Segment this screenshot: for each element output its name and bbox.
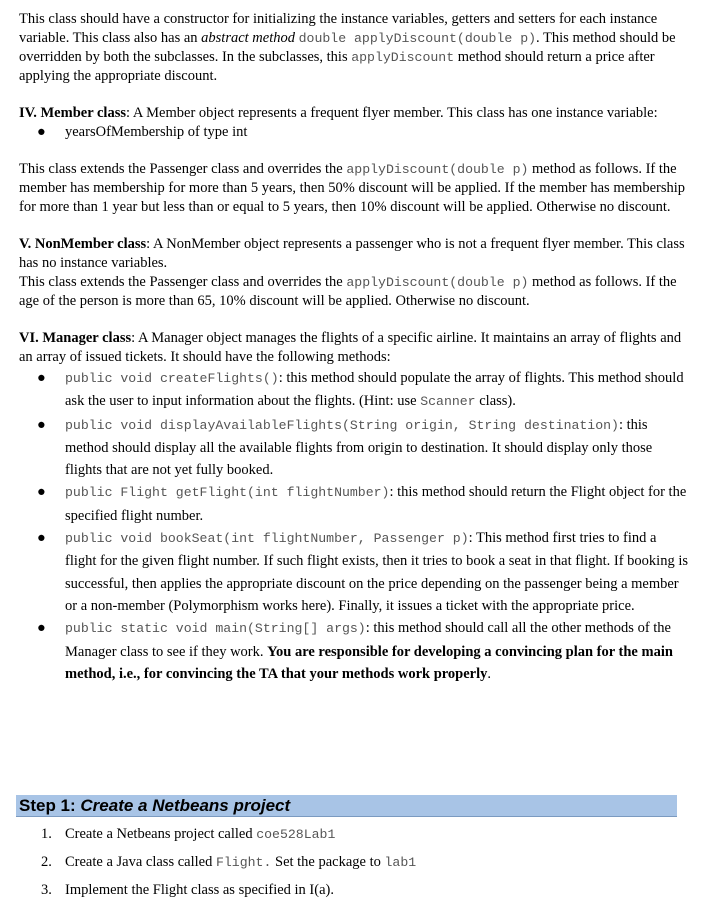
apply-discount-code: applyDiscount <box>351 50 455 65</box>
main-plan-emphasis: You are responsible for developing a convincing plan for the main method, i.e., for convincing the TA that your methods work properly <box>65 643 673 682</box>
intro-text-2: . This method should be overridden by both the subclasses. In the subclasses, this <box>19 30 676 65</box>
step1-heading-bar <box>16 795 677 817</box>
book-seat-signature: public void bookSeat(int flightNumber, Passenger p) <box>65 531 469 547</box>
create-flights-desc-end: class). <box>475 393 516 410</box>
nonmember-heading: V. NonMember class <box>19 236 147 252</box>
abstract-method-term: abstract method <box>201 30 295 46</box>
years-of-membership-item: yearsOfMembership of type int <box>65 124 248 140</box>
step-text: Create a Netbeans project called <box>65 826 257 842</box>
nonmember-discount-rules: method as follows. If the age of the person is more than 65, 10% discount will be applied. Otherwise no discount. <box>19 274 677 309</box>
main-desc: : this method should call all the other methods of the Manager class to see if they work. <box>65 620 671 660</box>
bullet-icon: ● <box>37 530 46 547</box>
nonmember-section <box>19 235 689 273</box>
step1-label: Step 1: <box>19 796 81 815</box>
list-item <box>19 527 689 617</box>
member-heading: IV. Member class <box>19 105 126 121</box>
list-item <box>19 414 689 482</box>
nonmember-desc: : A NonMember object represents a passenger who is not a frequent flyer member. This class has no instance variables. <box>19 236 685 271</box>
book-seat-desc: : This method first tries to find a flight for the given flight number. If such flight exists, then it tries to book a seat in that flight. If booking is successful, then applies the appropriate discount on the price depending on the passenger being a member or a non-member (Polymorphism works here). Finally, it issues a ticket with the appropriate price. <box>65 530 688 614</box>
manager-methods-list <box>19 367 689 685</box>
step1-heading <box>16 796 290 815</box>
nonmember-discount-paragraph <box>19 273 689 311</box>
list-item <box>19 851 669 879</box>
intro-text: This class should have a constructor for initializing the instance variables, getters and setters for each instance variable. This class also has an <box>19 11 658 46</box>
list-item <box>19 367 689 414</box>
step1-list <box>19 823 669 907</box>
member-discount-rules: method as follows. If the member has membership for more than 5 years, then 50% discount will be applied. If the member has membership for more than 1 year but less than or equal to 5 years, then 10% discount will be applied. Otherwise no discount. <box>19 161 686 215</box>
step-number: 1. <box>41 826 52 842</box>
manager-section <box>19 329 689 367</box>
member-variable-list <box>19 123 689 142</box>
main-desc-end: . <box>487 665 492 682</box>
manager-desc: : A Manager object manages the flights of a specific airline. It maintains an array of flights and an array of issued tickets. It should have the following methods: <box>19 330 682 365</box>
intro-text-3: method should return a price after applying the appropriate discount. <box>19 49 655 84</box>
nonmember-apply-discount-code: applyDiscount(double p) <box>346 275 529 290</box>
list-item <box>19 823 669 851</box>
main-signature: public static void main(String[] args) <box>65 621 366 637</box>
create-flights-signature: public void createFlights() <box>65 371 279 386</box>
step-number: 2. <box>41 854 52 870</box>
apply-discount-signature: double applyDiscount(double p) <box>298 31 537 46</box>
list-item <box>19 481 689 527</box>
step-text: Create a Java class called <box>65 854 216 870</box>
list-item <box>19 879 669 907</box>
package-name-code: lab1 <box>384 855 417 870</box>
intro-paragraph <box>19 10 689 86</box>
bullet-icon: ● <box>37 416 46 433</box>
bullet-icon: ● <box>37 370 46 386</box>
scanner-code: Scanner <box>420 394 476 410</box>
step-text: Implement the Flight class as specified in I(a). <box>65 882 334 898</box>
step1-title: Create a Netbeans project <box>80 796 291 815</box>
member-apply-discount-code: applyDiscount(double p) <box>346 162 529 177</box>
list-item <box>19 123 689 142</box>
step-number: 3. <box>41 882 52 898</box>
member-discount-paragraph <box>19 160 689 217</box>
project-name-code: coe528Lab1 <box>256 827 336 842</box>
create-flights-desc: : this method should populate the array of flights. This method should ask the user to input information about the flights. (Hint: use <box>65 370 684 410</box>
class-name-code: Flight. <box>215 855 272 870</box>
display-flights-desc: : this method should display all the available flights from origin to destination. It should display only those flights that are not yet fully booked. <box>65 416 653 479</box>
bullet-icon: ● <box>37 124 46 140</box>
bullet-icon: ● <box>37 620 46 637</box>
list-item <box>19 617 689 685</box>
get-flight-signature: public Flight getFlight(int flightNumber) <box>65 485 390 501</box>
member-section <box>19 104 689 123</box>
step-text-tail: Set the package to <box>271 854 385 870</box>
nonmember-discount-text: This class extends the Passenger class and overrides the <box>19 274 347 290</box>
member-discount-text: This class extends the Passenger class and overrides the <box>19 161 347 177</box>
get-flight-desc: : this method should return the Flight object for the specified flight number. <box>65 484 687 524</box>
display-flights-signature: public void displayAvailableFlights(String origin, String destination) <box>65 417 619 433</box>
manager-heading: VI. Manager class <box>19 330 132 346</box>
member-desc: : A Member object represents a frequent flyer member. This class has one instance variable: <box>126 105 658 121</box>
bullet-icon: ● <box>37 484 46 501</box>
document-body <box>19 10 689 685</box>
